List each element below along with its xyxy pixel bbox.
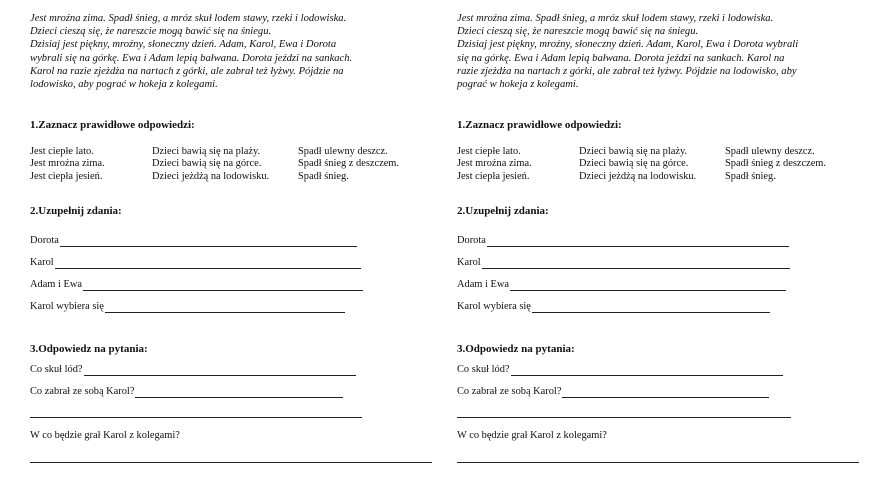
question-line[interactable] <box>30 385 343 398</box>
option-row <box>457 146 865 158</box>
fill-prompt: Dorota <box>457 235 486 246</box>
option-row <box>457 171 865 183</box>
answer-line[interactable] <box>457 462 859 463</box>
answer-line[interactable] <box>55 259 361 269</box>
fill-prompt: Adam i Ewa <box>30 279 82 290</box>
fill-in-line[interactable] <box>457 278 786 291</box>
option[interactable]: Spadł śnieg. <box>298 170 349 182</box>
option[interactable]: Dzieci bawią się na plaży. <box>579 146 688 157</box>
story-line: pograć w hokeja z kolegami. <box>457 79 579 91</box>
answer-line[interactable] <box>457 417 791 418</box>
option-row <box>30 171 442 183</box>
question: Co zabrał ze sobą Karol? <box>457 386 562 397</box>
task1-options <box>30 146 442 183</box>
story-line: Dzisiaj jest piękny, mroźny, słoneczny dzień. Adam, Karol, Ewa i Dorota wybrali <box>457 39 799 51</box>
option[interactable]: Jest ciepła jesień. <box>30 170 103 182</box>
answer-line[interactable] <box>30 417 362 418</box>
task1-heading: 1.Zaznacz prawidłowe odpowiedzi: <box>30 119 195 131</box>
option[interactable]: Dzieci bawią się na górce. <box>152 158 262 170</box>
option[interactable]: Spadł śnieg z deszczem. <box>725 158 826 170</box>
option[interactable]: Dzieci bawią się na plaży. <box>152 146 261 157</box>
option-row <box>30 158 442 170</box>
question: Co zabrał ze sobą Karol? <box>30 386 135 397</box>
answer-line[interactable] <box>105 303 345 313</box>
story-line: Jest mroźna zima. Spadł śnieg, a mróz skuł lodem stawy, rzeki i lodowiska. <box>457 13 774 24</box>
fill-in-line[interactable] <box>30 256 361 269</box>
fill-prompt: Karol <box>30 257 54 268</box>
task3-heading: 3.Odpowiedz na pytania: <box>30 343 148 355</box>
story-line: Karol na razie zjeżdża na nartach z górki, ale zabrał też łyżwy. Pójdzie na <box>30 65 344 77</box>
fill-in-line[interactable] <box>457 300 770 313</box>
story-line: wybrali się na górkę. Ewa i Adam lepią bałwana. Dorota jeździ na sankach. <box>30 52 353 64</box>
option[interactable]: Dzieci jeżdżą na lodowisku. <box>152 170 270 182</box>
answer-line[interactable] <box>510 281 786 291</box>
task2-heading: 2.Uzupełnij zdania: <box>30 205 122 217</box>
fill-prompt: Dorota <box>30 235 59 246</box>
answer-line[interactable] <box>511 366 783 376</box>
option[interactable]: Dzieci jeżdżą na lodowisku. <box>579 170 697 182</box>
story-text <box>30 0 442 91</box>
story-line: się na górkę. Ewa i Adam lepią bałwana. Dorota jeździ na sankach. Karol na <box>457 52 785 64</box>
question: W co będzie grał Karol z kolegami? <box>30 430 180 441</box>
story-line: razie zjeżdża na nartach z górki, ale zabrał też łyżwy. Pójdzie na lodowisko, aby <box>457 65 797 77</box>
answer-line[interactable] <box>60 237 357 247</box>
story-line: Dzieci cieszą się, że nareszcie mogą bawić się na śniegu. <box>30 26 272 38</box>
option-row <box>30 146 442 158</box>
option[interactable]: Spadł śnieg z deszczem. <box>298 158 399 170</box>
story-line: Dzieci cieszą się, że nareszcie mogą bawić się na śniegu. <box>457 26 699 38</box>
question: Co skuł lód? <box>30 364 83 375</box>
answer-line[interactable] <box>562 388 769 398</box>
option[interactable]: Jest mroźna zima. <box>457 158 532 170</box>
story-text <box>457 0 865 91</box>
story-line: lodowisko, aby pograć w hokeja z kolegami. <box>30 79 218 91</box>
answer-line[interactable] <box>482 259 790 269</box>
option[interactable]: Spadł ulewny deszcz. <box>725 146 815 157</box>
option[interactable]: Jest ciepła jesień. <box>457 170 530 182</box>
task3-heading: 3.Odpowiedz na pytania: <box>457 343 575 355</box>
fill-in-line[interactable] <box>457 234 789 247</box>
option[interactable]: Spadł śnieg. <box>725 170 776 182</box>
task1-heading: 1.Zaznacz prawidłowe odpowiedzi: <box>457 119 622 131</box>
task1-options <box>457 146 865 183</box>
answer-line[interactable] <box>135 388 343 398</box>
option[interactable]: Jest ciepłe lato. <box>30 146 94 157</box>
answer-line[interactable] <box>532 303 770 313</box>
worksheet-left <box>30 0 442 441</box>
answer-line[interactable] <box>487 237 789 247</box>
question-line[interactable] <box>457 363 783 376</box>
question: Co skuł lód? <box>457 364 510 375</box>
option[interactable]: Jest ciepłe lato. <box>457 146 521 157</box>
option[interactable]: Spadł ulewny deszcz. <box>298 146 388 157</box>
fill-in-line[interactable] <box>30 278 363 291</box>
question: W co będzie grał Karol z kolegami? <box>457 430 607 441</box>
worksheet-right <box>457 0 865 441</box>
question-line[interactable] <box>30 363 356 376</box>
answer-line[interactable] <box>84 366 356 376</box>
fill-prompt: Karol <box>457 257 481 268</box>
task2-heading: 2.Uzupełnij zdania: <box>457 205 549 217</box>
option[interactable]: Jest mroźna zima. <box>30 158 105 170</box>
question-line[interactable] <box>457 385 769 398</box>
option-row <box>457 158 865 170</box>
fill-prompt: Adam i Ewa <box>457 279 509 290</box>
option[interactable]: Dzieci bawią się na górce. <box>579 158 689 170</box>
answer-line[interactable] <box>30 462 432 463</box>
story-line: Jest mroźna zima. Spadł śnieg, a mróz skuł lodem stawy, rzeki i lodowiska. <box>30 13 347 24</box>
story-line: Dzisiaj jest piękny, mroźny, słoneczny dzień. Adam, Karol, Ewa i Dorota <box>30 39 337 51</box>
answer-line[interactable] <box>83 281 363 291</box>
fill-in-line[interactable] <box>30 234 357 247</box>
fill-in-line[interactable] <box>30 300 345 313</box>
fill-in-line[interactable] <box>457 256 790 269</box>
fill-prompt: Karol wybiera się <box>457 301 531 312</box>
fill-prompt: Karol wybiera się <box>30 301 104 312</box>
